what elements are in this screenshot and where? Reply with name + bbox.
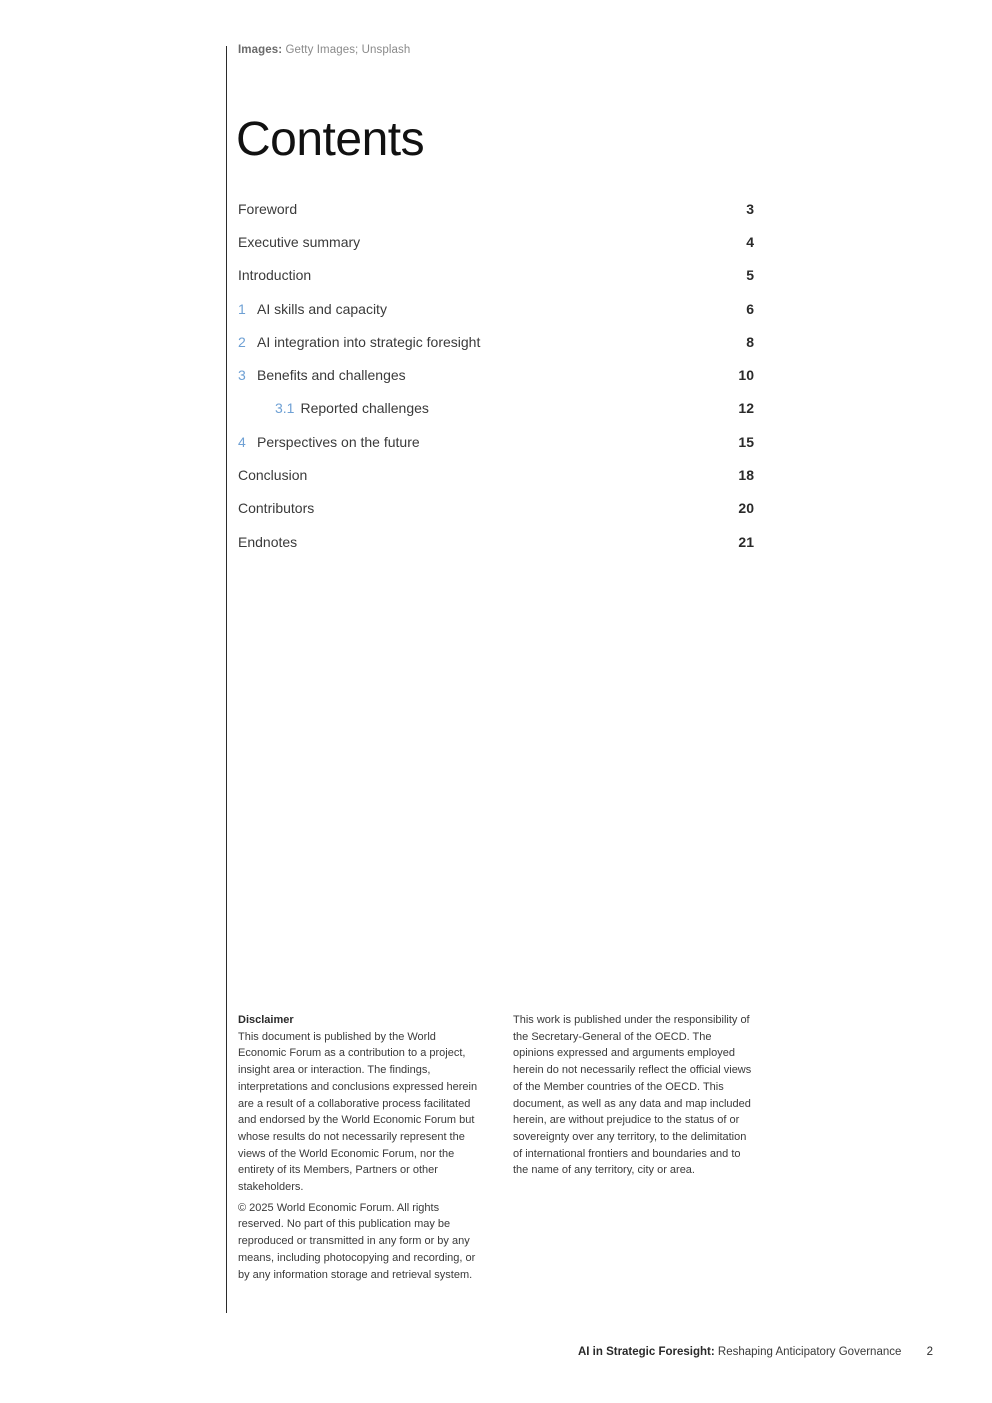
margin-rule (226, 46, 227, 1313)
toc-label: Benefits and challenges (257, 367, 406, 384)
toc-label: Foreword (238, 200, 298, 217)
footer-report-title: AI in Strategic Foresight: (577, 1346, 715, 1358)
toc-label: Conclusion (238, 467, 308, 484)
table-of-contents (238, 192, 754, 558)
disclaimer-text: This document is published by the World Economic Forum as a contribution to a project, insight area or interaction. The findings, interpretations and conclusions expressed herein are a result of a collaborative process facilitated and endorsed by the World Economic Forum but whose results do not necessarily represent the views of the World Economic Forum, nor the entirety of its Members, Partners or other stakeholders. (238, 1030, 478, 1194)
copyright-notice: © 2025 World Economic Forum. All rights reserved. No part of this publication may be reproduced or transmitted in any form or by any means, including photocopying and recording, or by any information storage and retrieval system. (238, 1201, 476, 1281)
disclaimer-right-column (513, 1012, 753, 1179)
toc-page: 4 (746, 233, 754, 250)
toc-page: 10 (738, 367, 754, 384)
toc-item-conclusion[interactable] (238, 458, 754, 491)
page-title: Contents (236, 113, 425, 166)
toc-label: Contributors (238, 500, 315, 517)
image-credits (238, 44, 410, 56)
toc-item-contributors[interactable] (238, 492, 754, 525)
toc-number: 3.1 (275, 400, 295, 417)
toc-page: 15 (738, 433, 754, 450)
toc-item-introduction[interactable] (238, 259, 754, 292)
footer-report-subtitle: Reshaping Anticipatory Governance (717, 1346, 902, 1358)
toc-item-ai-skills[interactable] (238, 292, 754, 325)
toc-label: AI integration into strategic foresight (257, 333, 481, 350)
toc-item-executive-summary[interactable] (238, 225, 754, 258)
toc-item-perspectives[interactable] (238, 425, 754, 458)
toc-item-foreword[interactable] (238, 192, 754, 225)
disclaimer-left-column (238, 1012, 478, 1283)
oecd-notice: This work is published under the responsibility of the Secretary-General of the OECD. The opinions expressed and arguments employed herein do not necessarily reflect the official views of the Member countries of the OECD. This document, as well as any data and map included herein, are without prejudice to the status of or sovereignty over any territory, to the delimitation of international frontiers and boundaries and to the name of any territory, city or area. (513, 1014, 752, 1177)
toc-number: 4 (238, 433, 246, 450)
image-credits-text: Getty Images; Unsplash (285, 44, 411, 56)
footer-page-number: 2 (926, 1346, 933, 1358)
toc-page: 3 (746, 200, 754, 217)
toc-label: Executive summary (238, 233, 361, 250)
toc-page: 8 (746, 333, 754, 350)
disclaimer-heading: Disclaimer (238, 1014, 294, 1026)
toc-page: 21 (738, 533, 754, 550)
toc-item-reported-challenges[interactable] (238, 392, 754, 425)
toc-label: Perspectives on the future (257, 433, 420, 450)
toc-label: AI skills and capacity (257, 300, 387, 317)
toc-page: 12 (738, 400, 754, 417)
toc-label: Reported challenges (300, 400, 429, 417)
toc-number: 1 (238, 300, 246, 317)
toc-page: 5 (746, 267, 754, 284)
toc-number: 3 (238, 367, 246, 384)
toc-label: Endnotes (238, 533, 298, 550)
toc-number: 2 (238, 333, 246, 350)
page-footer (540, 1346, 933, 1358)
toc-page: 18 (738, 467, 754, 484)
toc-page: 6 (746, 300, 754, 317)
toc-label: Introduction (238, 267, 312, 284)
toc-item-ai-integration[interactable] (238, 325, 754, 358)
toc-item-endnotes[interactable] (238, 525, 754, 558)
toc-page: 20 (738, 500, 754, 517)
image-credits-label: Images: (238, 44, 283, 56)
toc-item-benefits-challenges[interactable] (238, 358, 754, 391)
